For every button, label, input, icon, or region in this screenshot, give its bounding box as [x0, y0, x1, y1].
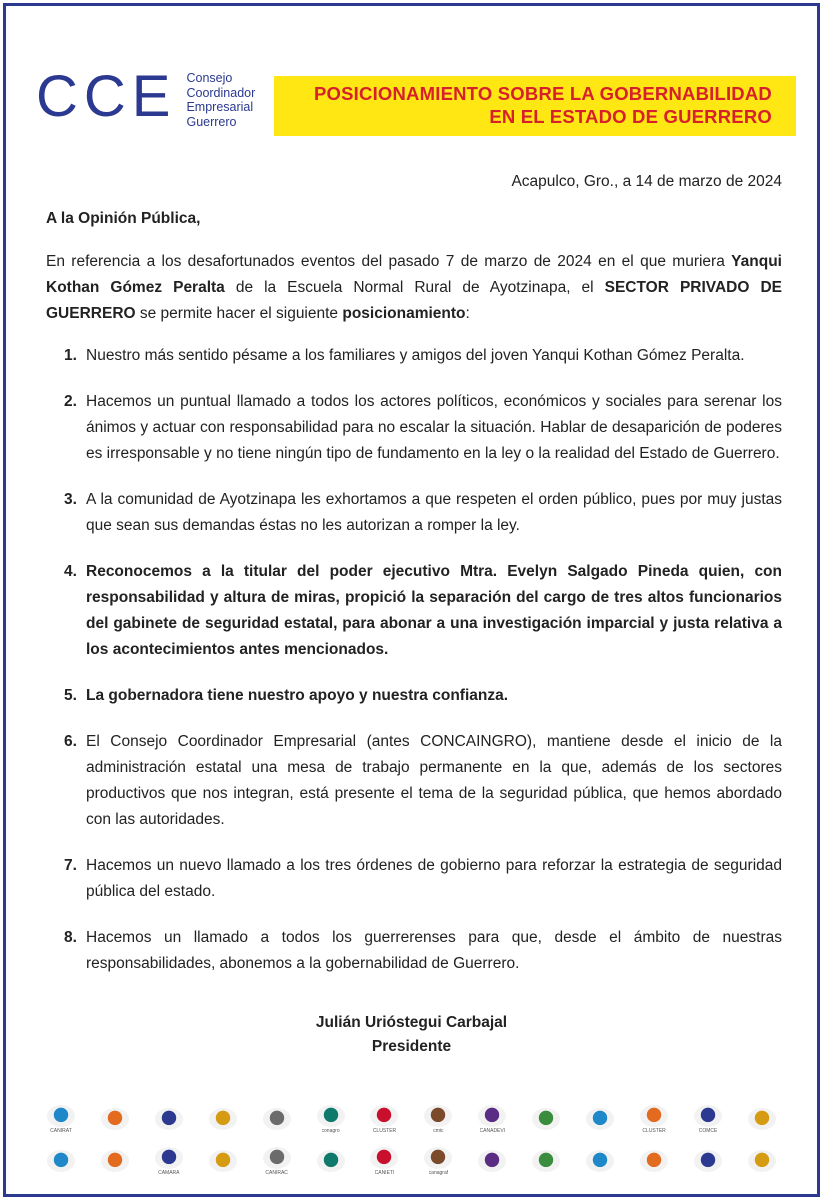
- sponsor-logo: [88, 1108, 142, 1130]
- sponsor-logo-label: CANIRAC: [265, 1169, 288, 1176]
- logo-line: Guerrero: [186, 114, 237, 129]
- item-text: Hacemos un puntual llamado a todos los actores políticos, económicos y sociales para serenar los ánimos y actuar con responsabilidad para no escalar la situación. Hablar de desaparición de poderes es irresponsable y no tiene ningún tipo de fundamento en la ley o la realidad del Estado de Guerrero.: [86, 393, 782, 462]
- item-number: 2.: [64, 393, 77, 410]
- sponsor-logo-label: COMCE: [698, 1127, 718, 1134]
- intro-bold: posicionamiento: [342, 305, 466, 322]
- sponsor-logo-label: cmic: [433, 1127, 444, 1134]
- sponsor-logo-icon: [263, 1108, 291, 1130]
- salutation: A la Opinión Pública,: [46, 210, 201, 227]
- title-line-2: EN EL ESTADO DE GUERRERO: [489, 106, 772, 127]
- item-number: 4.: [64, 563, 77, 580]
- logo-mark: CCE: [36, 64, 177, 129]
- item-text: La gobernadora tiene nuestro apoyo y nuestra confianza.: [86, 687, 509, 704]
- sponsor-logo-icon: [478, 1150, 506, 1172]
- sponsor-logo: [735, 1150, 789, 1172]
- logo-line: Coordinador: [186, 85, 256, 100]
- sponsor-row-2: [34, 1140, 789, 1182]
- sponsor-logo-label: CLUSTER: [642, 1127, 666, 1134]
- sponsor-logo-icon: [47, 1150, 75, 1172]
- sponsor-logo-icon: [694, 1150, 722, 1172]
- item-text: Hacemos un llamado a todos los guerrerenses para que, desde el ámbito de nuestras responsabilidades, abonemos a la gobernabilidad de Guerrero.: [86, 929, 782, 972]
- item-text: Hacemos un nuevo llamado a los tres órdenes de gobierno para reforzar la estrategia de seguridad pública del estado.: [86, 857, 782, 900]
- sponsor-logo: [465, 1105, 519, 1134]
- signature-name: Julián Urióstegui Carbajal: [315, 1014, 508, 1031]
- intro-bold: SECTOR PRIVADO DE GUERRERO: [46, 279, 782, 322]
- date: Acapulco, Gro., a 14 de marzo de 2024: [511, 173, 782, 190]
- sponsor-logo: [573, 1108, 627, 1130]
- item-text: El Consejo Coordinador Empresarial (antes CONCAINGRO), mantiene desde el inicio de la administración estatal una mesa de trabajo permanente en la que, además de los sectores productivos que nos integran, está presente el tema de la seguridad pública, que hemos abordado con las autoridades.: [86, 733, 782, 828]
- sponsor-logo: [142, 1147, 196, 1176]
- intro-text: En referencia a los desafortunados eventos del pasado 7 de marzo de 2024 en el que muriera: [46, 253, 732, 270]
- item-number: 3.: [64, 491, 77, 508]
- logo-line: Empresarial: [186, 100, 254, 114]
- item-text: Nuestro más sentido pésame a los familiares y amigos del joven Yanqui Kothan Gómez Peralta.: [86, 347, 745, 364]
- item-text: A la comunidad de Ayotzinapa les exhortamos a que respeten el orden público, pues por muy justas que sean sus demandas éstas no les autorizan a romper la ley.: [86, 491, 782, 534]
- sponsor-logo: [250, 1108, 304, 1130]
- sponsor-logo-icon: [748, 1150, 776, 1172]
- sponsor-logo-icon: [101, 1150, 129, 1172]
- sponsor-logo-icon: [101, 1108, 129, 1130]
- sponsor-logo-label: CANADEVI: [479, 1127, 506, 1134]
- item-number: 7.: [64, 857, 77, 874]
- sponsor-logo-icon: [155, 1108, 183, 1130]
- sponsor-logos: [34, 1098, 789, 1188]
- sponsor-logo: [358, 1147, 412, 1176]
- sponsor-logo-icon: [317, 1105, 345, 1127]
- logo-line: Consejo: [186, 71, 233, 85]
- sponsor-logo-icon: [155, 1147, 183, 1169]
- sponsor-logo-icon: [532, 1108, 560, 1130]
- sponsor-logo-label: CANIRAT: [50, 1127, 72, 1134]
- title-line-1: POSICIONAMIENTO SOBRE LA GOBERNABILIDAD: [314, 83, 772, 104]
- item-text: Reconocemos a la titular del poder ejecutivo Mtra. Evelyn Salgado Pineda quien, con responsabilidad y altura de miras, propició la separación del cargo de tres altos funcionarios del gabinete de seguridad estatal, para abonar a una investigación imparcial y justa relativa a los acontecimientos antes mencionados.: [86, 563, 782, 658]
- sponsor-logo: [142, 1108, 196, 1130]
- list-item: [46, 559, 782, 663]
- logo-text: [186, 71, 255, 129]
- points-list: [46, 343, 782, 977]
- sponsor-logo: [196, 1150, 250, 1172]
- sponsor-logo-icon: [640, 1150, 668, 1172]
- intro-text: de la Escuela Normal Rural de Ayotzinapa, el: [224, 279, 605, 296]
- sponsor-logo: [34, 1150, 88, 1172]
- intro-text: se permite hacer el siguiente: [135, 305, 343, 322]
- sponsor-logo: [358, 1105, 412, 1134]
- sponsor-logo-label: conagro: [321, 1127, 340, 1134]
- list-item: [46, 487, 782, 539]
- sponsor-logo: [411, 1105, 465, 1134]
- sponsor-logo: [627, 1105, 681, 1134]
- sponsor-logo-label: CAMARA: [158, 1169, 180, 1176]
- sponsor-logo: [411, 1147, 465, 1176]
- intro-text: :: [465, 305, 470, 322]
- sponsor-logo-icon: [424, 1147, 452, 1169]
- sponsor-logo-icon: [640, 1105, 668, 1127]
- sponsor-logo-icon: [748, 1108, 776, 1130]
- sponsor-logo-label: canagraf: [428, 1169, 449, 1176]
- sponsor-logo-icon: [586, 1150, 614, 1172]
- sponsor-logo: [88, 1150, 142, 1172]
- sponsor-logo: [681, 1150, 735, 1172]
- sponsor-logo: [627, 1150, 681, 1172]
- sponsor-logo: [681, 1105, 735, 1134]
- item-number: 5.: [64, 687, 77, 704]
- item-number: 8.: [64, 929, 77, 946]
- sponsor-logo: [465, 1150, 519, 1172]
- document-page: [3, 3, 820, 1197]
- sponsor-logo-icon: [209, 1108, 237, 1130]
- sponsor-logo: [573, 1150, 627, 1172]
- intro-bold: Yanqui Kothan Gómez Peralta: [46, 253, 782, 296]
- title-banner: [274, 76, 796, 136]
- sponsor-logo: [735, 1108, 789, 1130]
- list-item: [46, 343, 782, 369]
- sponsor-logo-icon: [47, 1105, 75, 1127]
- sponsor-logo-icon: [532, 1150, 560, 1172]
- letter-body: [46, 169, 782, 997]
- sponsor-logo-icon: [370, 1147, 398, 1169]
- item-number: 1.: [64, 347, 77, 364]
- item-number: 6.: [64, 733, 77, 750]
- sponsor-logo-icon: [317, 1150, 345, 1172]
- sponsor-logo: [304, 1150, 358, 1172]
- signature-block: [6, 1011, 817, 1059]
- sponsor-logo: [196, 1108, 250, 1130]
- sponsor-logo-label: CANIETI: [374, 1169, 395, 1176]
- list-item: [46, 729, 782, 833]
- list-item: [46, 683, 782, 709]
- sponsor-logo-icon: [694, 1105, 722, 1127]
- cce-logo: [36, 64, 256, 129]
- sponsor-logo-icon: [478, 1105, 506, 1127]
- sponsor-logo-icon: [263, 1147, 291, 1169]
- intro-paragraph: [46, 249, 782, 327]
- sponsor-logo-icon: [370, 1105, 398, 1127]
- sponsor-logo-label: CLÚSTER: [372, 1127, 397, 1134]
- sponsor-row-1: [34, 1098, 789, 1140]
- sponsor-logo-icon: [424, 1105, 452, 1127]
- sponsor-logo: [519, 1108, 573, 1130]
- list-item: [46, 853, 782, 905]
- list-item: [46, 925, 782, 977]
- sponsor-logo-icon: [586, 1108, 614, 1130]
- signature-role: Presidente: [371, 1038, 452, 1055]
- sponsor-logo: [34, 1105, 88, 1134]
- sponsor-logo: [250, 1147, 304, 1176]
- sponsor-logo-icon: [209, 1150, 237, 1172]
- sponsor-logo: [304, 1105, 358, 1134]
- list-item: [46, 389, 782, 467]
- sponsor-logo: [519, 1150, 573, 1172]
